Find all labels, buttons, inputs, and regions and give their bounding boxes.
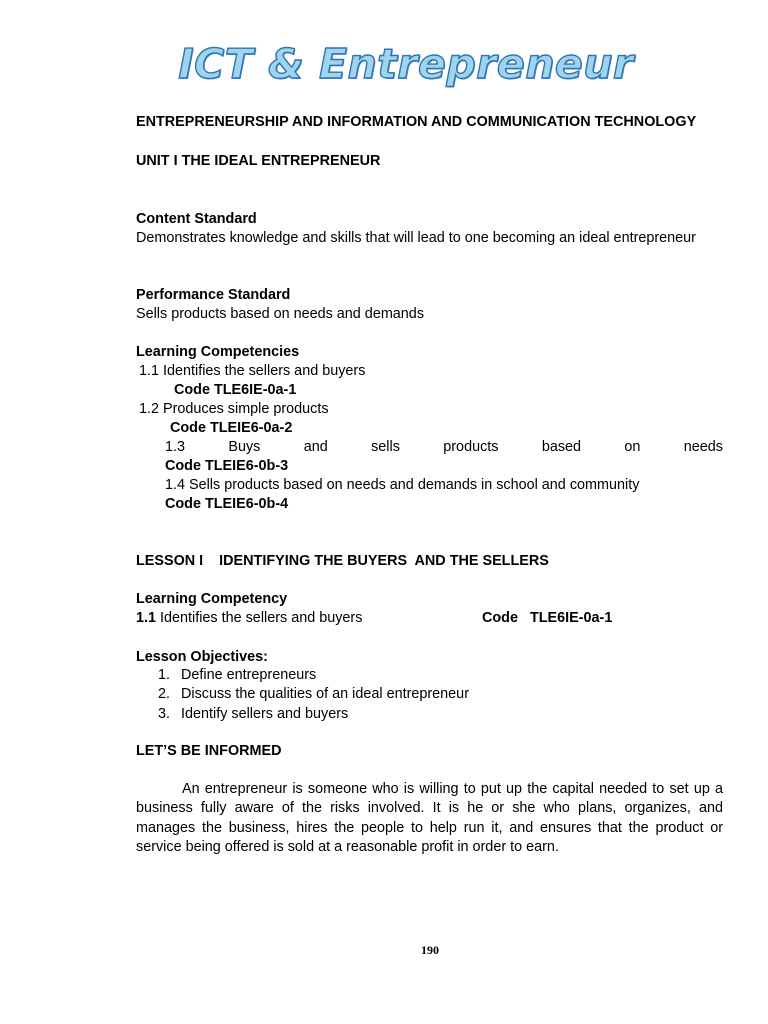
objective-text: Define entrepreneurs: [181, 667, 317, 683]
page-number: 190: [421, 943, 439, 957]
competency-item-1: 1.1 Identifies the sellers and buyers: [139, 363, 366, 379]
item3-word: and: [303, 439, 328, 455]
competency-item-4: 1.4 Sells products based on needs and demands in school and community: [165, 477, 640, 493]
page-title: ICT & Entrepreneur: [178, 40, 634, 88]
objective-item: [158, 666, 316, 686]
performance-standard-label: Performance Standard: [136, 287, 291, 303]
item3-word: needs: [683, 439, 723, 455]
objective-item: [158, 705, 348, 725]
competency-text: Identifies the sellers and buyers: [160, 610, 363, 626]
competency-code-2: Code TLEIE6-0a-2: [170, 420, 293, 436]
competency-item-2: 1.2 Produces simple products: [139, 401, 329, 417]
objective-item: [158, 685, 469, 705]
learning-competencies-label: Learning Competencies: [136, 344, 300, 360]
item3-word: Buys: [228, 439, 261, 455]
competency-code-3: Code TLEIE6-0b-3: [165, 458, 289, 474]
informed-paragraph: An entrepreneur is someone who is willing to put up the capital needed to set up a business fully aware of the risks involved. It is he or she who plans, organizes, and manages the business, hires the people to help run it, and ensures that the product or service being offered is sold at a reasonable profit in order to earn.: [136, 781, 723, 855]
item3-word: 1.3: [165, 439, 186, 455]
item3-word: products: [443, 439, 499, 455]
competency-item-3: [165, 438, 723, 457]
performance-standard-text: Sells products based on needs and demands: [136, 306, 425, 322]
lesson-title: LESSON I IDENTIFYING THE BUYERS AND THE SELLERS: [136, 553, 549, 569]
item3-word: on: [624, 439, 641, 455]
objective-text: Discuss the qualities of an ideal entrepreneur: [181, 686, 469, 702]
competency-code-1: Code TLE6IE-0a-1: [174, 382, 297, 398]
objective-number: 1.: [158, 667, 171, 683]
objective-text: Identify sellers and buyers: [181, 706, 349, 722]
informed-heading: LET’S BE INFORMED: [136, 743, 282, 759]
content-standard-label: Content Standard: [136, 211, 257, 227]
competency-code-4: Code TLEIE6-0b-4: [165, 496, 289, 512]
learning-competency-item: [136, 609, 362, 628]
competency-number: 1.1: [136, 610, 157, 626]
content-standard-text: Demonstrates knowledge and skills that will lead to one becoming an ideal entrepreneur: [136, 230, 696, 246]
learning-competency-label: Learning Competency: [136, 591, 288, 607]
item3-word: based: [541, 439, 582, 455]
unit-heading: UNIT I THE IDEAL ENTREPRENEUR: [136, 153, 381, 169]
learning-competency-code: Code TLE6IE-0a-1: [482, 610, 613, 626]
objective-number: 2.: [158, 686, 171, 702]
main-heading: ENTREPRENEURSHIP AND INFORMATION AND COMMUNICATION TECHNOLOGY: [136, 114, 697, 130]
objective-number: 3.: [158, 706, 171, 722]
lesson-objectives-label: Lesson Objectives:: [136, 649, 268, 665]
item3-word: sells: [371, 439, 400, 455]
